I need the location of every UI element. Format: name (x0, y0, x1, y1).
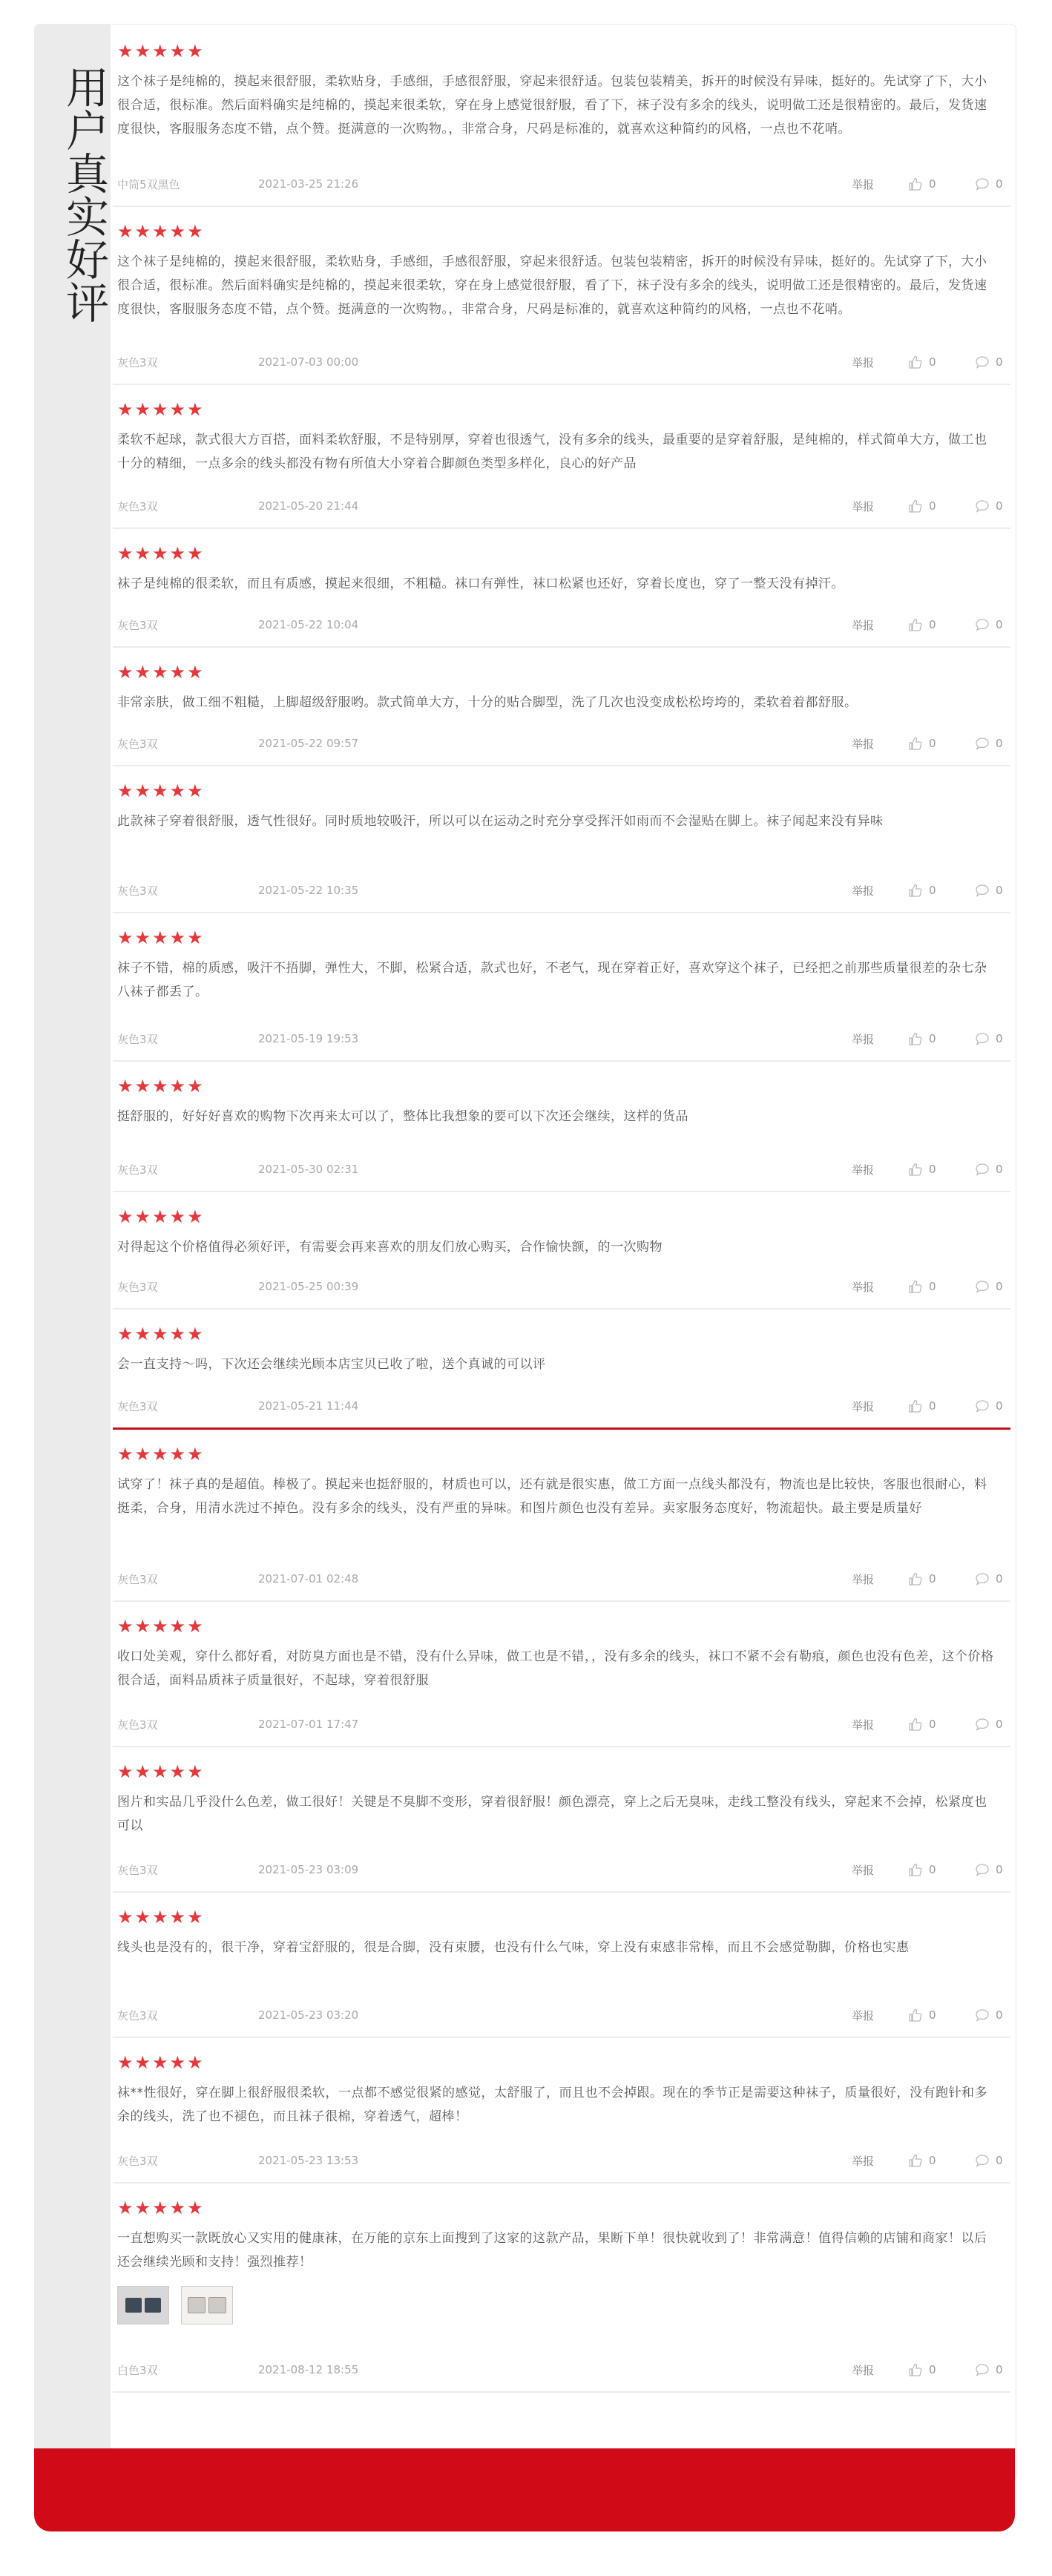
reply-button[interactable] (975, 1163, 1005, 1176)
star-icon: ★ (117, 543, 134, 564)
product-spec: 灰色3双 (117, 1280, 158, 1294)
star-icon: ★ (134, 1076, 151, 1097)
star-icon: ★ (152, 1206, 168, 1227)
star-icon: ★ (187, 1444, 203, 1465)
review-meta (117, 1029, 1005, 1048)
star-icon: ★ (152, 1616, 168, 1637)
product-spec: 灰色3双 (117, 737, 158, 751)
review-text: 会一直支持～吗，下次还会继续光顾本店宝贝已收了啦，送个真诚的可以评 (117, 1357, 546, 1372)
product-spec: 中筒5双黑色 (117, 177, 180, 191)
sidebar-title: 用户真实好评 (59, 65, 109, 323)
star-icon: ★ (187, 927, 203, 948)
star-icon: ★ (169, 543, 186, 564)
reply-count: 0 (996, 1163, 1003, 1176)
review-date: 2021-07-01 02:48 (258, 1572, 359, 1586)
review-meta (117, 2151, 1005, 2170)
star-icon: ★ (187, 781, 203, 801)
like-count: 0 (929, 737, 936, 750)
comment-bubble-icon (975, 2154, 990, 2167)
star-icon: ★ (134, 1206, 151, 1227)
product-spec: 灰色3双 (117, 355, 158, 369)
product-spec: 灰色3双 (117, 1032, 158, 1046)
star-icon: ★ (152, 1076, 168, 1097)
bottom-banner (34, 2448, 1015, 2531)
review-date: 2021-08-12 18:55 (258, 2363, 359, 2376)
star-icon: ★ (134, 41, 151, 62)
like-count: 0 (929, 1399, 936, 1413)
review-date: 2021-07-01 17:47 (258, 1718, 359, 1731)
star-icon: ★ (152, 399, 168, 420)
like-count: 0 (929, 1280, 936, 1293)
reply-count: 0 (996, 2008, 1003, 2022)
review-meta (117, 174, 1005, 194)
star-icon: ★ (187, 662, 203, 683)
star-icon: ★ (134, 399, 151, 420)
star-icon: ★ (187, 1616, 203, 1637)
review-text: 这个袜子是纯棉的，摸起来很舒服，柔软贴身，手感细，手感很舒服，穿起来很舒适。包装包装精密，拆开的时候没有异味，挺好的。先试穿了下，大小很合适，很标准。然后面料确实是纯棉的，摸起来很柔软，穿在身上感觉很舒服，看了下，袜子没有多余的线头，说明做工还是很精密的。最后，发货速度很快，客服服务态度不错，点个赞。挺满意的一次购物。，非常合身，尺码是标准的，就喜欢这种简约的风格，一点也不花哨。 (117, 254, 987, 317)
reply-count: 0 (996, 2363, 1003, 2376)
review-text: 这个袜子是纯棉的，摸起来很舒服，柔软贴身，手感细，手感很舒服，穿起来很舒适。包装包装精美，拆开的时候没有异味，挺好的。先试穿了下，大小很合适，很标准。然后面料确实是纯棉的，摸起来很柔软，穿在身上感觉很舒服，看了下，袜子没有多余的线头，说明做工还是很精密的。最后，发货速度很快，客服服务态度不错，点个赞。挺满意的一次购物。，非常合身，尺码是标准的，就喜欢这种简约的风格，一点也不花哨。 (117, 74, 987, 137)
review-date: 2021-03-25 21:26 (258, 177, 359, 191)
star-rating (117, 1761, 1005, 1783)
star-rating (117, 1906, 1005, 1928)
star-icon: ★ (117, 2198, 134, 2218)
report-link[interactable]: 举报 (852, 499, 875, 513)
star-icon: ★ (169, 1907, 186, 1928)
star-icon: ★ (134, 781, 151, 801)
star-icon: ★ (187, 1761, 203, 1782)
review-date: 2021-05-21 11:44 (258, 1399, 359, 1413)
like-button[interactable] (908, 177, 975, 191)
review-text: 柔软不起球，款式很大方百搭，面料柔软舒服，不是特别厚，穿着也很透气，没有多余的线头，最重要的是穿着舒服，是纯棉的，样式简单大方，做工也十分的精细，一点多余的线头都没有物有所值大小穿着合脚颜色类型多样化，良心的好产品 (117, 433, 987, 471)
reply-button[interactable] (975, 2008, 1005, 2022)
review-date: 2021-05-23 03:20 (258, 2008, 359, 2022)
star-icon: ★ (152, 1444, 168, 1465)
thumbs-up-icon (908, 884, 923, 897)
thumbs-up-icon (908, 2154, 923, 2167)
report-link[interactable]: 举报 (852, 737, 875, 751)
report-link[interactable]: 举报 (852, 1718, 875, 1732)
product-spec: 灰色3双 (117, 884, 158, 898)
review-meta (117, 2360, 1005, 2379)
thumbs-up-icon (908, 1718, 923, 1731)
report-link[interactable]: 举报 (852, 2154, 875, 2168)
reply-button[interactable] (975, 1399, 1005, 1413)
star-icon: ★ (134, 2198, 151, 2218)
star-icon: ★ (117, 41, 134, 62)
reply-count: 0 (996, 1572, 1003, 1586)
star-icon: ★ (117, 1907, 134, 1928)
like-button[interactable] (908, 1163, 975, 1176)
review-item (113, 1192, 1010, 1310)
thumbs-up-icon (908, 1863, 923, 1876)
like-count: 0 (929, 499, 936, 513)
star-icon: ★ (187, 1206, 203, 1227)
like-count: 0 (929, 2363, 936, 2376)
star-rating (117, 1443, 1005, 1465)
reply-button[interactable] (975, 2154, 1005, 2167)
star-icon: ★ (117, 1206, 134, 1227)
star-icon: ★ (134, 1907, 151, 1928)
star-icon: ★ (117, 399, 134, 420)
review-item (113, 529, 1010, 648)
star-icon: ★ (152, 927, 168, 948)
comment-bubble-icon (975, 618, 990, 631)
review-item (113, 766, 1010, 913)
report-link[interactable]: 举报 (852, 355, 875, 369)
star-icon: ★ (169, 399, 186, 420)
star-rating (117, 780, 1005, 802)
like-count: 0 (929, 2008, 936, 2022)
review-date: 2021-05-23 13:53 (258, 2154, 359, 2167)
review-text: 一直想购买一款既放心又实用的健康袜，在万能的京东上面搜到了这家的这款产品，果断下单！很快就收到了！非常满意！值得信赖的店铺和商家！以后还会继续光顾和支持！强烈推荐！ (117, 2231, 987, 2270)
report-link[interactable]: 举报 (852, 1399, 875, 1413)
report-link[interactable]: 举报 (852, 884, 875, 898)
star-icon: ★ (187, 2198, 203, 2218)
star-icon: ★ (187, 221, 203, 242)
comment-bubble-icon (975, 1399, 990, 1413)
star-icon: ★ (117, 2052, 134, 2073)
star-rating (117, 2197, 1005, 2219)
review-item (113, 1602, 1010, 1747)
sidebar (34, 24, 111, 2480)
like-button[interactable] (908, 2154, 975, 2167)
review-date: 2021-05-22 10:35 (258, 884, 359, 897)
star-icon: ★ (169, 1444, 186, 1465)
reply-count: 0 (996, 1032, 1003, 1045)
star-icon: ★ (187, 41, 203, 62)
star-rating (117, 661, 1005, 683)
star-icon: ★ (169, 1206, 186, 1227)
star-icon: ★ (187, 543, 203, 564)
reply-count: 0 (996, 2154, 1003, 2167)
product-spec: 灰色3双 (117, 1718, 158, 1732)
thumbs-up-icon (908, 1399, 923, 1413)
review-text: 对得起这个价格值得必须好评，有需要会再来喜欢的朋友们放心购买，合作愉快额，的一次购物 (117, 1240, 663, 1255)
reply-button[interactable] (975, 1572, 1005, 1586)
review-date: 2021-05-19 19:53 (258, 1032, 359, 1045)
reply-button[interactable] (975, 737, 1005, 750)
star-icon: ★ (134, 927, 151, 948)
product-spec: 灰色3双 (117, 1572, 158, 1586)
star-icon: ★ (117, 927, 134, 948)
star-rating (117, 40, 1005, 62)
like-button[interactable] (908, 355, 975, 369)
product-spec: 灰色3双 (117, 1863, 158, 1877)
review-text: 此款袜子穿着很舒服，透气性很好。同时质地较吸汗，所以可以在运动之时充分享受挥汗如雨而不会湿贴在脚上。袜子闻起来没有异味 (117, 814, 884, 829)
star-icon: ★ (169, 662, 186, 683)
review-text: 非常亲肤，做工细不粗糙，上脚超级舒服哟。款式简单大方，十分的贴合脚型，洗了几次也没变成松松垮垮的，柔软着着都舒服。 (117, 695, 858, 710)
review-images (117, 2286, 1005, 2324)
comment-bubble-icon (975, 1863, 990, 1876)
like-button[interactable] (908, 2363, 975, 2376)
review-item (113, 1062, 1010, 1192)
reply-count: 0 (996, 177, 1003, 191)
comment-bubble-icon (975, 1032, 990, 1045)
review-meta (117, 1569, 1005, 1588)
star-icon: ★ (152, 1324, 168, 1344)
like-button[interactable] (908, 2008, 975, 2022)
thumbs-up-icon (908, 1163, 923, 1176)
star-rating (117, 1075, 1005, 1097)
review-text: 袜**性很好，穿在脚上很舒服很柔软，一点都不感觉很紧的感觉，太舒服了，而且也不会掉跟。现在的季节正是需要这种袜子，质量很好，没有跑针和多余的线头，洗了也不褪色，而且袜子很棉，穿着透气，超棒！ (117, 2086, 987, 2124)
star-rating (117, 1323, 1005, 1345)
like-button[interactable] (908, 1718, 975, 1731)
thumbs-up-icon (908, 737, 923, 750)
star-icon: ★ (169, 927, 186, 948)
review-item (113, 27, 1010, 207)
white-socks-photo[interactable] (181, 2286, 233, 2324)
product-spec: 灰色3双 (117, 1399, 158, 1413)
star-icon: ★ (169, 221, 186, 242)
star-rating (117, 1206, 1005, 1228)
like-count: 0 (929, 177, 936, 191)
review-text: 收口处美观，穿什么都好看，对防臭方面也是不错，没有什么异味，做工也是不错，，没有多余的线头，袜口不紧不会有勒痕，颜色也没有色差，这个价格很合适，面料品质袜子质量很好，不起球，穿着很舒服 (117, 1649, 994, 1688)
like-count: 0 (929, 1572, 936, 1586)
thumbs-up-icon (908, 618, 923, 631)
like-count: 0 (929, 1718, 936, 1731)
star-icon: ★ (152, 2198, 168, 2218)
review-item (113, 1310, 1010, 1430)
thumbs-up-icon (908, 1572, 923, 1586)
report-link[interactable]: 举报 (852, 177, 875, 191)
review-text: 袜子是纯棉的很柔软，而且有质感，摸起来很细，不粗糙。袜口有弹性，袜口松紧也还好，穿着长度也，穿了一整天没有掉汗。 (117, 576, 844, 591)
thumbs-up-icon (908, 499, 923, 513)
star-icon: ★ (169, 41, 186, 62)
reply-count: 0 (996, 1718, 1003, 1731)
reply-button[interactable] (975, 1032, 1005, 1045)
star-icon: ★ (152, 41, 168, 62)
comment-bubble-icon (975, 499, 990, 513)
product-spec: 灰色3双 (117, 499, 158, 513)
review-text: 挺舒服的，好好好喜欢的购物下次再来太可以了，整体比我想象的要可以下次还会继续，这样的货品 (117, 1109, 688, 1124)
review-date: 2021-05-20 21:44 (258, 499, 359, 513)
comment-bubble-icon (975, 1572, 990, 1586)
reply-button[interactable] (975, 884, 1005, 897)
like-button[interactable] (908, 1572, 975, 1586)
review-date: 2021-07-03 00:00 (258, 355, 359, 369)
star-icon: ★ (169, 781, 186, 801)
star-icon: ★ (117, 1444, 134, 1465)
reply-count: 0 (996, 737, 1003, 750)
thumbs-up-icon (908, 355, 923, 369)
review-meta (117, 1860, 1005, 1879)
report-link[interactable]: 举报 (852, 2008, 875, 2023)
comment-bubble-icon (975, 884, 990, 897)
review-date: 2021-05-25 00:39 (258, 1280, 359, 1293)
review-meta (117, 2005, 1005, 2025)
comment-bubble-icon (975, 355, 990, 369)
like-count: 0 (929, 618, 936, 631)
review-item (113, 648, 1010, 766)
review-item (113, 1747, 1010, 1893)
star-rating (117, 927, 1005, 949)
like-button[interactable] (908, 618, 975, 631)
review-text: 试穿了！袜子真的是超值。棒极了。摸起来也挺舒服的，材质也可以，还有就是很实惠，做工方面一点线头都没有，物流也是比较快，客服也很耐心，料挺柔，合身，用清水洗过不掉色。没有多余的线头，没有严重的异味。和图片颜色也没有差异。卖家服务态度好，物流超快。最主要是质量好 (117, 1477, 987, 1516)
like-count: 0 (929, 1163, 936, 1176)
like-count: 0 (929, 355, 936, 369)
review-meta (117, 352, 1005, 372)
review-item (113, 1430, 1010, 1602)
star-icon: ★ (134, 1616, 151, 1637)
star-icon: ★ (152, 2052, 168, 2073)
star-icon: ★ (152, 781, 168, 801)
like-count: 0 (929, 1032, 936, 1045)
reply-button[interactable] (975, 177, 1005, 191)
thumbs-up-icon (908, 2008, 923, 2022)
review-item (113, 1893, 1010, 2038)
reply-count: 0 (996, 1399, 1003, 1413)
report-link[interactable]: 举报 (852, 2363, 875, 2377)
review-item (113, 2038, 1010, 2184)
star-icon: ★ (117, 781, 134, 801)
review-meta (117, 1160, 1005, 1179)
review-date: 2021-05-30 02:31 (258, 1163, 359, 1176)
star-icon: ★ (152, 221, 168, 242)
comment-bubble-icon (975, 1280, 990, 1293)
star-icon: ★ (187, 2052, 203, 2073)
like-button[interactable] (908, 884, 975, 897)
star-icon: ★ (187, 1076, 203, 1097)
star-icon: ★ (152, 543, 168, 564)
star-icon: ★ (152, 1907, 168, 1928)
review-date: 2021-05-22 09:57 (258, 737, 359, 750)
reply-count: 0 (996, 1863, 1003, 1876)
product-spec: 灰色3双 (117, 1163, 158, 1177)
star-icon: ★ (117, 1076, 134, 1097)
star-icon: ★ (169, 2052, 186, 2073)
comment-bubble-icon (975, 1163, 990, 1176)
review-list (113, 27, 1010, 2393)
star-icon: ★ (134, 1444, 151, 1465)
comment-bubble-icon (975, 737, 990, 750)
like-button[interactable] (908, 1399, 975, 1413)
review-meta (117, 1277, 1005, 1296)
star-icon: ★ (169, 1616, 186, 1637)
review-item (113, 207, 1010, 385)
report-link[interactable]: 举报 (852, 1280, 875, 1294)
star-icon: ★ (134, 221, 151, 242)
star-icon: ★ (169, 1324, 186, 1344)
star-icon: ★ (117, 1761, 134, 1782)
like-button[interactable] (908, 737, 975, 750)
reply-count: 0 (996, 618, 1003, 631)
reply-button[interactable] (975, 618, 1005, 631)
star-icon: ★ (152, 662, 168, 683)
reply-button[interactable] (975, 1280, 1005, 1293)
like-count: 0 (929, 2154, 936, 2167)
star-rating (117, 398, 1005, 421)
star-icon: ★ (187, 399, 203, 420)
star-icon: ★ (134, 662, 151, 683)
reply-button[interactable] (975, 1718, 1005, 1731)
star-icon: ★ (169, 1076, 186, 1097)
report-link[interactable]: 举报 (852, 1863, 875, 1877)
star-icon: ★ (117, 1616, 134, 1637)
report-link[interactable]: 举报 (852, 618, 875, 632)
star-icon: ★ (187, 1907, 203, 1928)
review-meta (117, 734, 1005, 753)
report-link[interactable]: 举报 (852, 1163, 875, 1177)
product-spec: 白色3双 (117, 2363, 158, 2377)
reply-count: 0 (996, 884, 1003, 897)
star-icon: ★ (134, 1324, 151, 1344)
reply-button[interactable] (975, 499, 1005, 513)
review-meta (117, 881, 1005, 900)
review-item (113, 385, 1010, 529)
star-icon: ★ (117, 662, 134, 683)
star-icon: ★ (169, 2198, 186, 2218)
star-icon: ★ (134, 1761, 151, 1782)
product-spec: 灰色3双 (117, 618, 158, 632)
review-date: 2021-05-23 03:09 (258, 1863, 359, 1876)
review-meta (117, 1396, 1005, 1416)
grey-socks-photo[interactable] (117, 2286, 169, 2324)
like-count: 0 (929, 1863, 936, 1876)
star-icon: ★ (134, 2052, 151, 2073)
review-text: 袜子不错，棉的质感，吸汗不捂脚，弹性大，不脚，松紧合适，款式也好，不老气，现在穿着正好，喜欢穿这个袜子，已经把之前那些质量很差的杂七杂八袜子都丢了。 (117, 961, 987, 999)
comment-bubble-icon (975, 2008, 990, 2022)
star-icon: ★ (134, 543, 151, 564)
thumbs-up-icon (908, 1032, 923, 1045)
star-rating (117, 220, 1005, 243)
like-button[interactable] (908, 1863, 975, 1876)
star-rating (117, 2051, 1005, 2074)
thumbs-up-icon (908, 1280, 923, 1293)
like-button[interactable] (908, 1032, 975, 1045)
like-button[interactable] (908, 1280, 975, 1293)
star-icon: ★ (152, 1761, 168, 1782)
reply-button[interactable] (975, 1863, 1005, 1876)
comment-bubble-icon (975, 1718, 990, 1731)
star-icon: ★ (187, 1324, 203, 1344)
comment-bubble-icon (975, 2363, 990, 2376)
review-text: 线头也是没有的，很干净，穿着宝舒服的，很是合脚，没有束腰，也没有什么气味，穿上没有束感非常棒，而且不会感觉勒脚，价格也实惠 (117, 1940, 910, 1955)
product-spec: 灰色3双 (117, 2154, 158, 2168)
review-text: 图片和实品几乎没什么色差，做工很好！关键是不臭脚不变形，穿着很舒服！颜色漂亮，穿上之后无臭味，走线工整没有线头，穿起来不会掉，松紧度也可以 (117, 1795, 987, 1833)
product-spec: 灰色3双 (117, 2008, 158, 2023)
reply-count: 0 (996, 499, 1003, 513)
review-meta (117, 496, 1005, 516)
review-meta (117, 1715, 1005, 1734)
thumbs-up-icon (908, 2363, 923, 2376)
reply-button[interactable] (975, 355, 1005, 369)
review-meta (117, 615, 1005, 634)
star-rating (117, 1615, 1005, 1637)
star-icon: ★ (169, 1761, 186, 1782)
reply-button[interactable] (975, 2363, 1005, 2376)
like-count: 0 (929, 884, 936, 897)
comment-bubble-icon (975, 177, 990, 191)
star-rating (117, 542, 1005, 565)
reply-count: 0 (996, 355, 1003, 369)
report-link[interactable]: 举报 (852, 1032, 875, 1046)
review-item (113, 913, 1010, 1062)
review-date: 2021-05-22 10:04 (258, 618, 359, 631)
star-icon: ★ (117, 221, 134, 242)
like-button[interactable] (908, 499, 975, 513)
star-icon: ★ (117, 1324, 134, 1344)
thumbs-up-icon (908, 177, 923, 191)
review-item (113, 2184, 1010, 2393)
report-link[interactable]: 举报 (852, 1572, 875, 1586)
reply-count: 0 (996, 1280, 1003, 1293)
